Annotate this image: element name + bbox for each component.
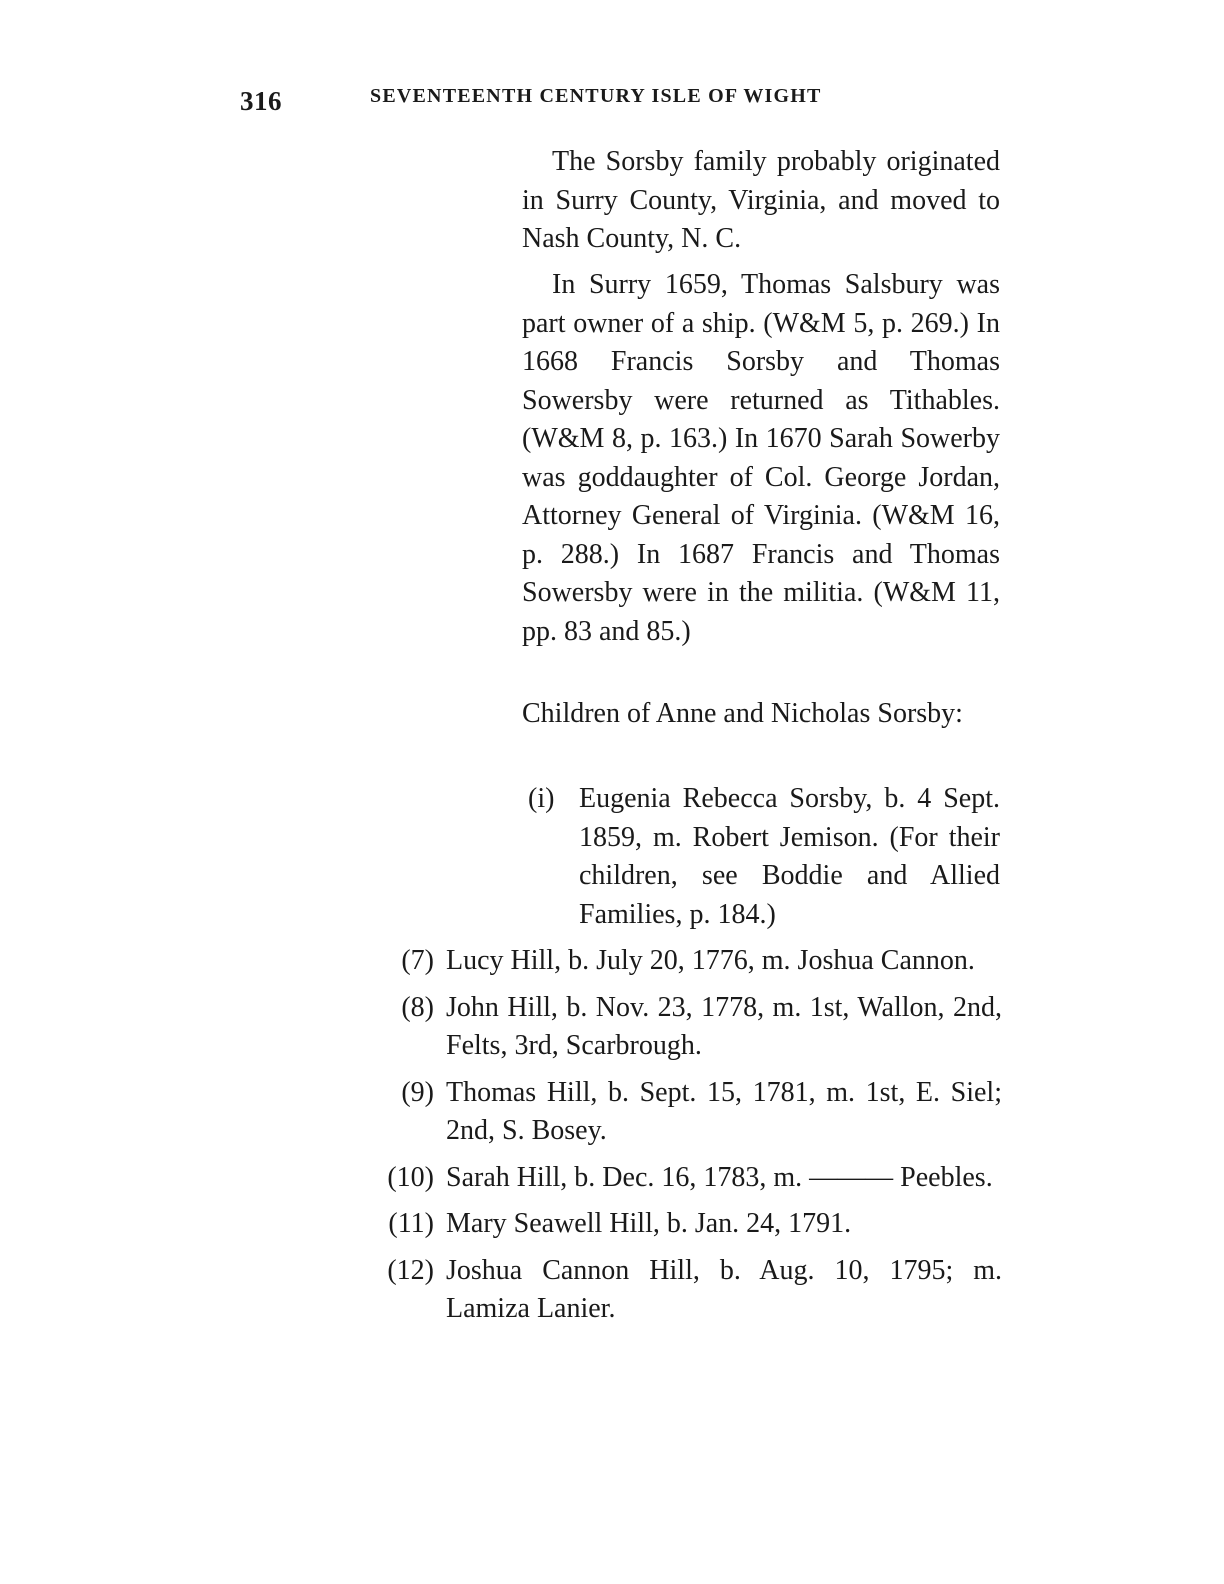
list-item-text: Lucy Hill, b. July 20, 1776, m. Joshua Cannon. (446, 945, 975, 976)
running-title: SEVENTEENTH CENTURY ISLE OF WIGHT (370, 85, 822, 107)
paragraph-children-heading: Children of Anne and Nicholas Sorsby: (522, 698, 963, 729)
list-item-number: (11) (388, 1208, 434, 1239)
list-item (372, 989, 1002, 1066)
children-list (372, 942, 1002, 1337)
list-item-text: John Hill, b. Nov. 23, 1778, m. 1st, Wallon, 2nd, Felts, 3rd, Scarbrough. (446, 991, 1002, 1061)
paragraph-origin: The Sorsby family probably originated in Surry County, Virginia, and moved to Nash County, N. C. (522, 146, 1000, 254)
paragraph-records: In Surry 1659, Thomas Salsbury was part owner of a ship. (W&M 5, p. 269.) In 1668 Francis Sorsby and Thomas Sowersby were returned as Tithables. (W&M 8, p. 163.) In 1670 Sarah Sowerby was goddaughter of Col. George Jordan, Attorney General of Virginia. (W&M 16, p. 288.) In 1687 Francis and Thomas Sowersby were in the militia. (W&M 11, pp. 83 and 85.) (522, 269, 1000, 647)
list-item (372, 1074, 1002, 1151)
list-item (372, 1205, 1002, 1244)
list-item-text: Thomas Hill, b. Sept. 15, 1781, m. 1st, E. Siel; 2nd, S. Bosey. (446, 1076, 1002, 1146)
list-item (372, 1159, 1002, 1198)
list-item-number: (10) (387, 1161, 434, 1193)
list-item-text: Sarah Hill, b. Dec. 16, 1783, m. ——— Peebles. (446, 1161, 993, 1193)
sub-entry-eugenia (522, 780, 1000, 934)
list-item-text: Mary Seawell Hill, b. Jan. 24, 1791. (446, 1208, 852, 1239)
list-item-text: Joshua Cannon Hill, b. Aug. 10, 1795; m. Lamiza Lanier. (446, 1254, 1002, 1324)
list-item-number: (8) (401, 991, 434, 1023)
list-item (372, 1252, 1002, 1329)
list-item (372, 942, 1002, 981)
page-number: 316 (240, 86, 282, 116)
list-item-number: (12) (387, 1254, 434, 1286)
sub-entry-text: Eugenia Rebecca Sorsby, b. 4 Sept. 1859, m. Robert Jemison. (For their children, see Boddie and Allied Families, p. 184.) (579, 783, 1000, 930)
list-item-number: (9) (401, 1076, 434, 1108)
list-item-number: (7) (401, 945, 434, 976)
sub-entry-marker: (i) (528, 783, 555, 814)
